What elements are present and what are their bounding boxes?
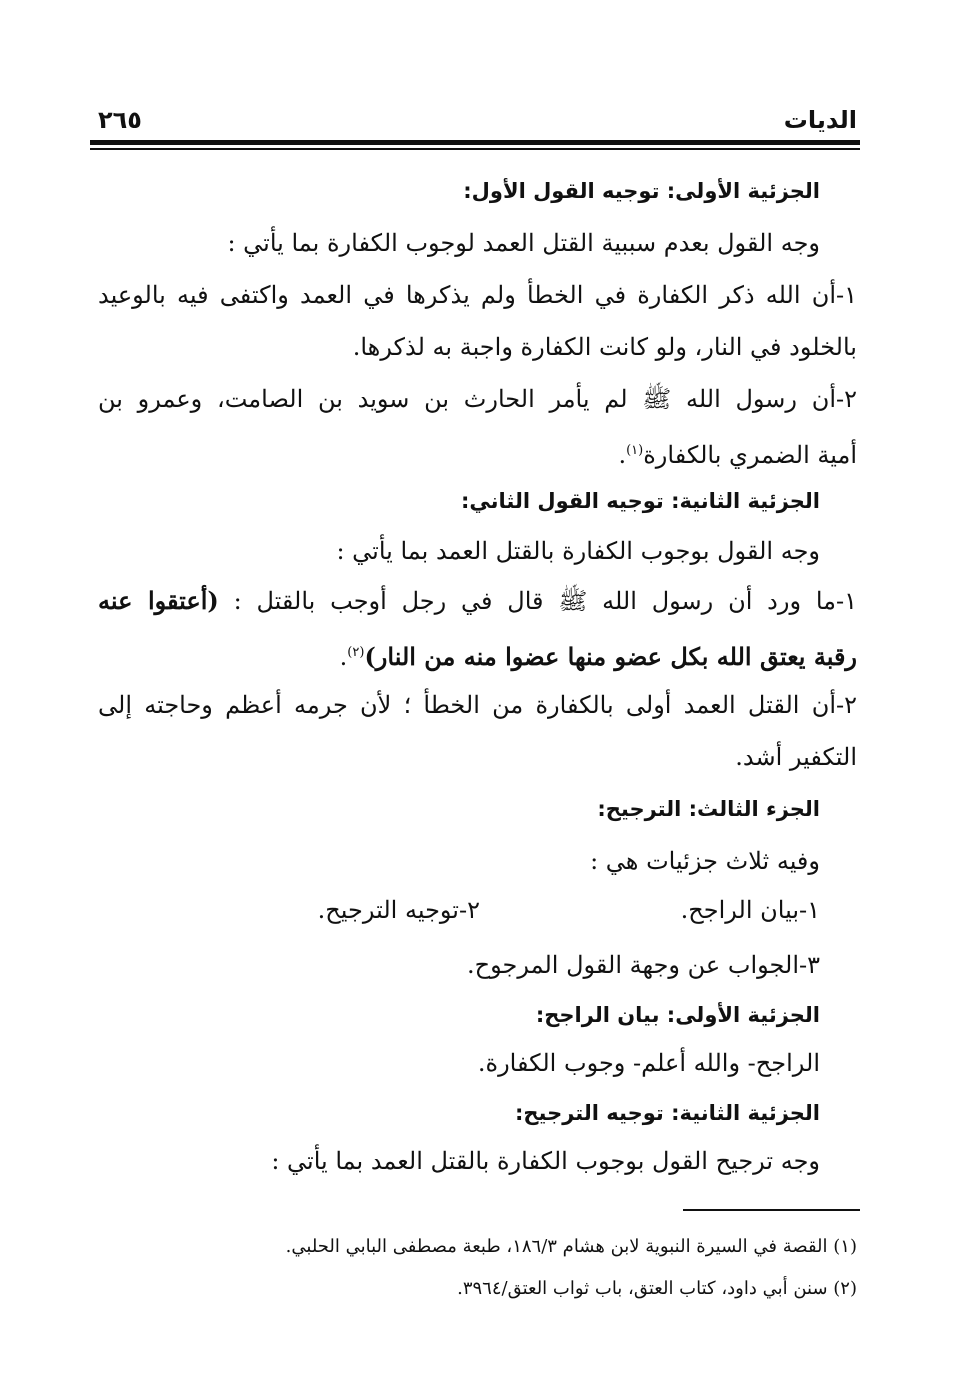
heading-second-view-justification: الجزئية الثانية: توجيه القول الثاني: — [461, 489, 820, 513]
paragraph-preferred-view: الراجح- والله أعلم- وجوب الكفارة. — [477, 1049, 820, 1077]
heading-first-view-justification: الجزئية الأولى: توجيه القول الأول: — [463, 179, 820, 203]
list-item-2: ٢-توجيه الترجيح. — [317, 896, 480, 924]
hadith-quote-end: رقبة يعتق الله بكل عضو منها عضوا منه من النار) — [364, 642, 857, 671]
footnote-ref-1: (١) — [626, 443, 644, 458]
paragraph-point-1-line-2: بالخلود في النار، ولو كانت الكفارة واجبة به لذكرها. — [352, 333, 857, 361]
running-header-title: الديات — [783, 106, 857, 134]
heading-preferred-view: الجزئية الأولى: بيان الراجح: — [535, 1003, 820, 1027]
paragraph-hadith-line-1: ١-ما ورد أن رسول الله ﷺ قال في رجل أوجب بالقتل : (أعتقوا عنه — [98, 586, 858, 615]
paragraph-preference-intro: وفيه ثلاث جزئيات هي : — [590, 847, 820, 875]
list-item-1: ١-بيان الراجح. — [680, 896, 820, 924]
paragraph-preference-justification: وجه ترجيح القول بوجوب الكفارة بالقتل العمد بما يأتي : — [271, 1147, 820, 1175]
footnote-1: (١) القصة في السيرة النبوية لابن هشام ١٨٦/٣، طبعة مصطفى البابي الحلبي. — [285, 1236, 857, 1257]
hadith-quote-start: (أعتقوا عنه — [98, 586, 219, 615]
footnote-ref-2: (٢) — [347, 645, 365, 660]
footnote-separator — [683, 1209, 860, 1211]
header-rule-thick — [90, 140, 860, 145]
paragraph-point-2-line-1: ٢-أن رسول الله ﷺ لم يأمر الحارث بن سويد بن الصامت، وعمرو بن — [98, 385, 857, 413]
paragraph-point-2b-line-1: ٢-أن القتل العمد أولى بالكفارة من الخطأ ؛ لأن جرمه أعظم وحاجته إلى — [98, 691, 857, 719]
paragraph-second-view-intro: وجه القول بوجوب الكفارة بالقتل العمد بما يأتي : — [336, 537, 820, 565]
heading-preference: الجزء الثالث: الترجيح: — [597, 797, 820, 821]
page-number: ٢٦٥ — [98, 106, 142, 134]
paragraph-point-2b-line-2: التكفير أشد. — [735, 743, 857, 771]
paragraph-hadith-line-2: رقبة يعتق الله بكل عضو منها عضوا منه من النار)$^{(٢)}$. — [339, 642, 857, 671]
paragraph-first-view-intro: وجه القول بعدم سببية القتل العمد لوجوب الكفارة بما يأتي : — [227, 229, 820, 257]
list-item-3: ٣-الجواب عن وجهة القول المرجوح. — [466, 951, 820, 979]
point-2-text: أمية الضمري بالكفارة — [643, 441, 857, 469]
heading-preference-justification: الجزئية الثانية: توجيه الترجيح: — [515, 1101, 820, 1125]
paragraph-point-2-line-2: أمية الضمري بالكفارة$^{(١)}$. — [618, 441, 857, 469]
paragraph-point-1-line-1: ١-أن الله ذكر الكفارة في الخطأ ولم يذكرها في العمد واكتفى فيه بالوعيد — [98, 281, 857, 309]
footnote-2: (٢) سنن أبي داود، كتاب العتق، باب ثواب العتق/٣٩٦٤. — [457, 1278, 857, 1299]
header-rule-thin — [90, 148, 860, 150]
